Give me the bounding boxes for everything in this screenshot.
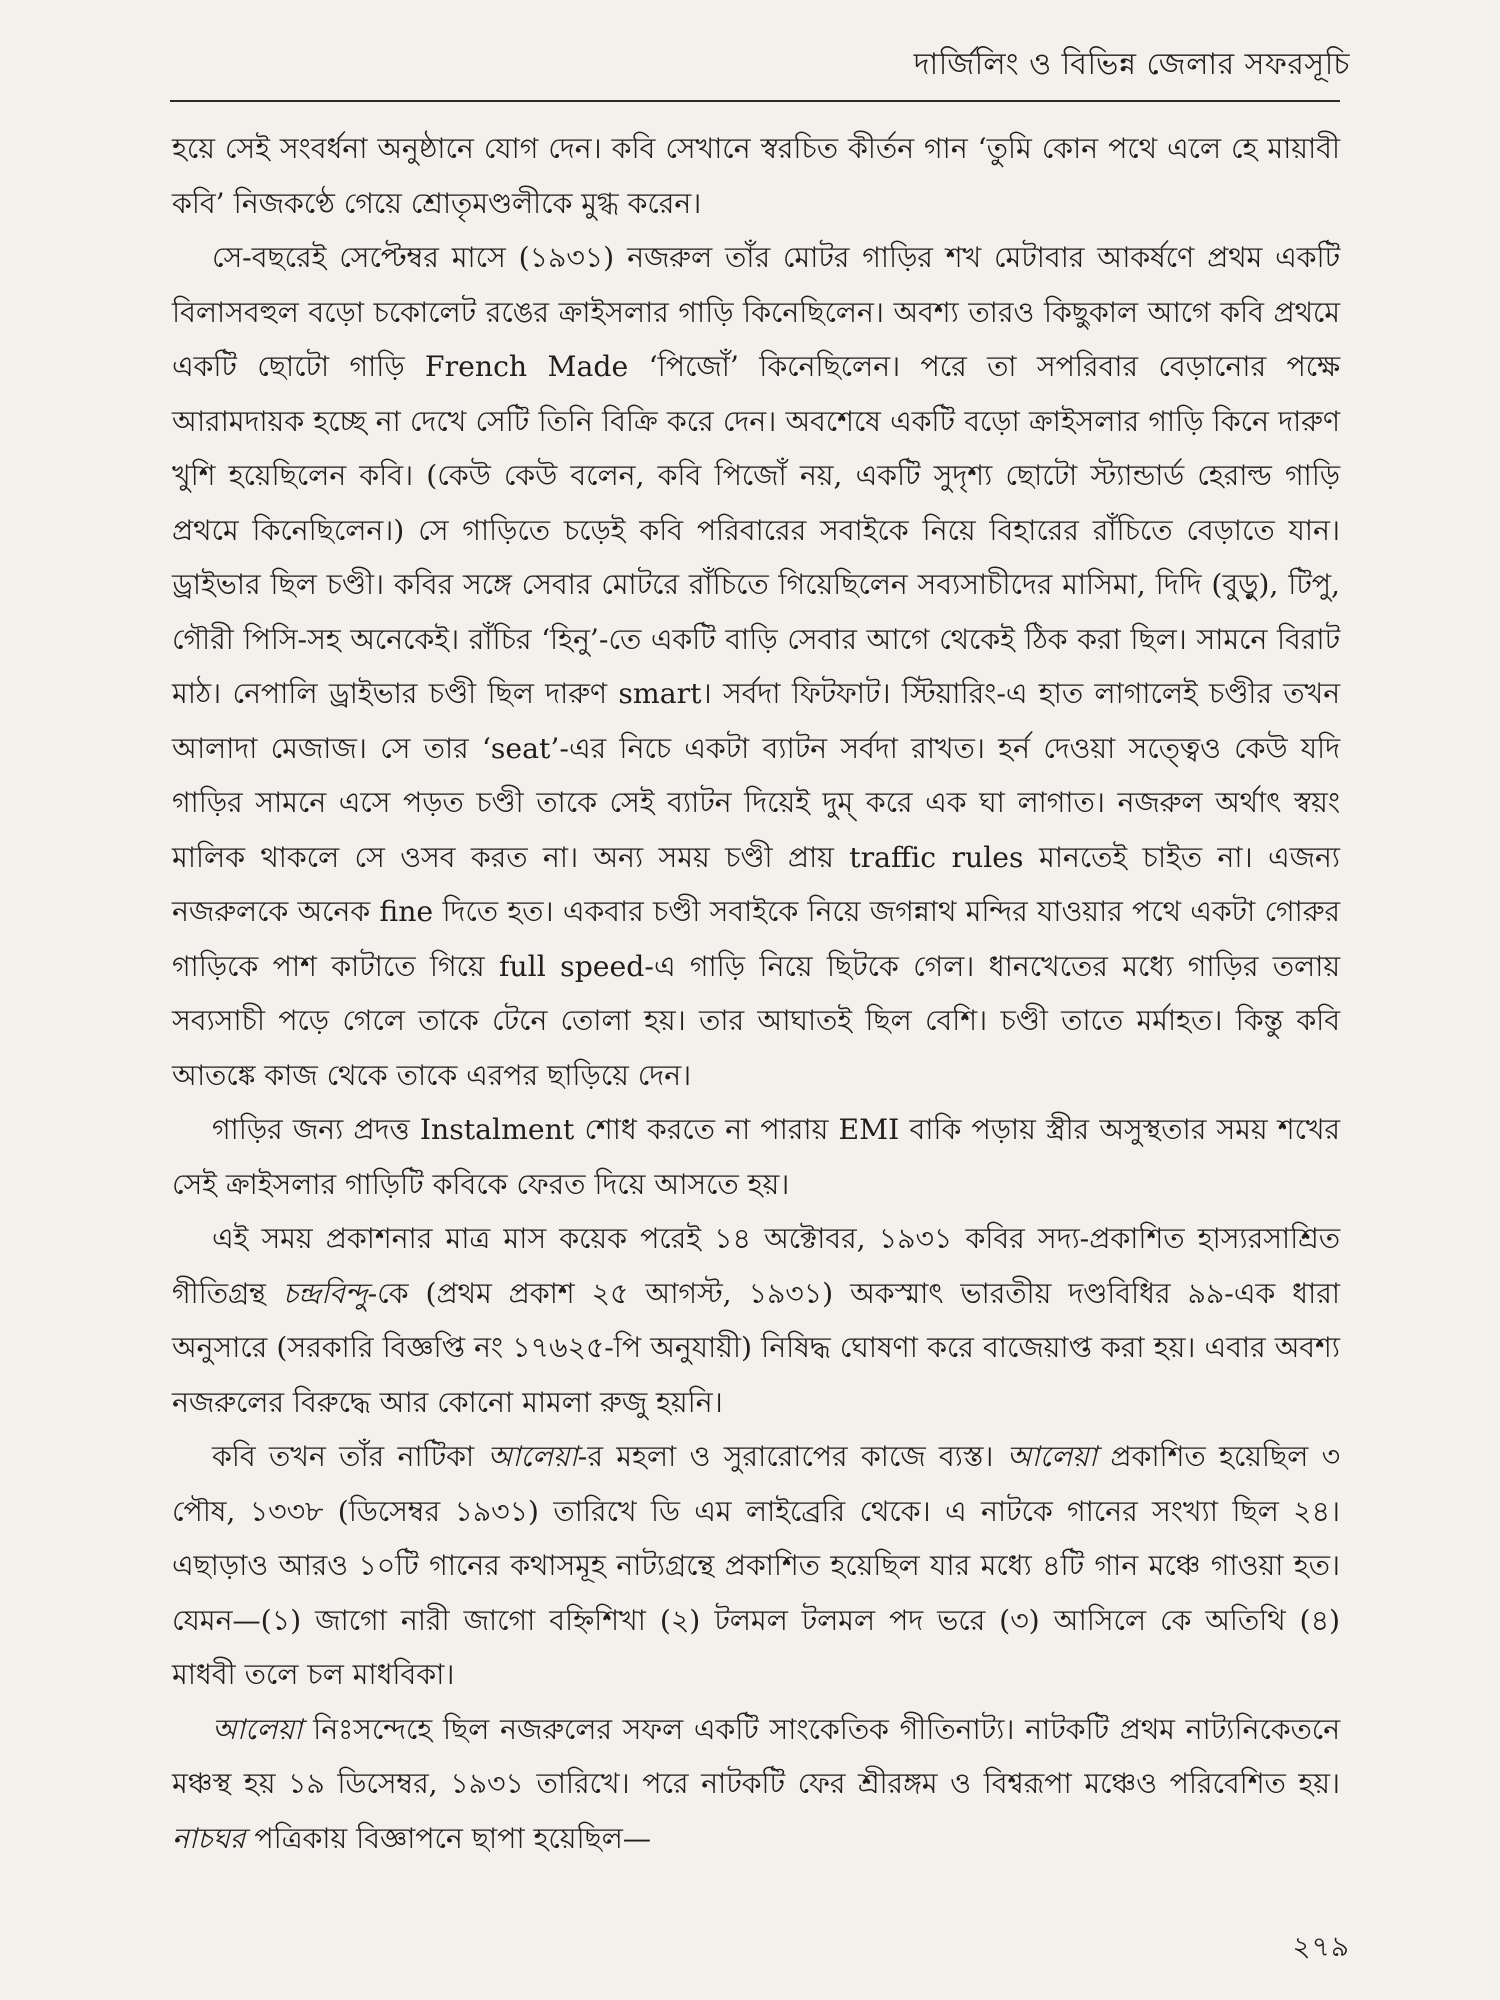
text-run: গাড়ির জন্য প্রদত্ত Instalment শোধ করতে না পারায় EMI বাকি পড়ায় স্ত্রীর অসুস্থতার সময় শখের সেই ক্রাইসলার গাড়িটি কবিকে ফেরত দিয়ে আসতে হয়। (172, 1113, 1340, 1201)
paragraph (172, 1430, 1340, 1703)
text-run: -র মহলা ও সুরারোপের কাজে ব্যস্ত। (577, 1440, 1007, 1473)
running-head: দার্জিলিং ও বিভিন্ন জেলার সফরসূচি (913, 47, 1350, 82)
italic-title: চন্দ্রবিন্দু (282, 1276, 368, 1310)
text-run: পত্রিকায় বিজ্ঞাপনে ছাপা হয়েছিল— (245, 1821, 652, 1855)
header-rule (170, 100, 1340, 102)
page-number: ২৭৯ (1292, 1930, 1350, 1963)
paragraph (172, 122, 1340, 231)
text-run: এই সময় প্রকাশনার মাত্র মাস কয়েক পরেই ১৪ অক্টোবর, ১৯৩১ কবির সদ্য-প্রকাশিত হাস্যরসাশ্রিত গীতিগ্রন্থ (172, 1222, 1340, 1310)
italic-title: আলেয়া (1006, 1440, 1098, 1473)
paragraph (172, 1703, 1340, 1867)
paragraph (172, 231, 1340, 1103)
text-run: -কে (প্রথম প্রকাশ ২৫ আগস্ট, ১৯৩১) অকস্মাৎ ভারতীয় দণ্ডবিধির ৯৯-এক ধারা অনুসারে (সরকারি বিজ্ঞপ্তি নং ১৭৬২৫-পি অনুযায়ী) নিষিদ্ধ ঘোষণা করে বাজেয়াপ্ত করা হয়। এবার অবশ্য নজরুলের বিরুদ্ধে আর কোনো মামলা রুজু হয়নি। (172, 1276, 1340, 1419)
text-run: সে-বছরেই সেপ্টেম্বর মাসে (১৯৩১) নজরুল তাঁর মোটর গাড়ির শখ মেটাবার আকর্ষণে প্রথম একটি বিলাসবহুল বড়ো চকোলেট রঙের ক্রাইসলার গাড়ি কিনেছিলেন। অবশ্য তারও কিছুকাল আগে কবি প্রথমে একটি ছোটো গাড়ি French Made ‘পিজোঁ’ কিনেছিলেন। পরে তা সপরিবার বেড়ানোর পক্ষে আরামদায়ক হচ্ছে না দেখে সেটি তিনি বিক্রি করে দেন। অবশেষে একটি বড়ো ক্রাইসলার গাড়ি কিনে দারুণ খুশি হয়েছিলেন কবি। (কেউ কেউ বলেন, কবি পিজোঁ নয়, একটি সুদৃশ্য ছোটো স্ট্যান্ডার্ড হেরাল্ড গাড়ি প্রথমে কিনেছিলেন।) সে গাড়িতে চড়েই কবি পরিবারের সবাইকে নিয়ে বিহারের রাঁচিতে বেড়াতে যান। ড্রাইভার ছিল চণ্ডী। কবির সঙ্গে সেবার মোটরে রাঁচিতে গিয়েছিলেন সব্যসাচীদের মাসিমা, দিদি (বুড়ু), টিপু, গৌরী পিসি-সহ অনেকেই। রাঁচির ‘হিনু’-তে একটি বাড়ি সেবার আগে থেকেই ঠিক করা ছিল। সামনে বিরাট মাঠ। নেপালি ড্রাইভার চণ্ডী ছিল দারুণ smart। সর্বদা ফিটফাট। স্টিয়ারিং-এ হাত লাগালেই চণ্ডীর তখন আলাদা মেজাজ। সে তার ‘seat’-এর নিচে একটা ব্যাটন সর্বদা রাখত। হর্ন দেওয়া সত্ত্বেও কেউ যদি গাড়ির সামনে এসে পড়ত চণ্ডী তাকে সেই ব্যাটন দিয়েই দুম্ করে এক ঘা লাগাত। নজরুল অর্থাৎ স্বয়ং মালিক থাকলে সে ওসব করত না। অন্য সময় চণ্ডী প্রায় traffic rules মানতেই চাইত না। এজন্য নজরুলকে অনেক fine দিতে হত। একবার চণ্ডী সবাইকে নিয়ে জগন্নাথ মন্দির যাওয়ার পথে একটা গোরুর গাড়িকে পাশ কাটাতে গিয়ে full speed-এ গাড়ি নিয়ে ছিটকে গেল। ধানখেতের মধ্যে গাড়ির তলায় সব্যসাচী পড়ে গেলে তাকে টেনে তোলা হয়। তার আঘাতই ছিল বেশি। চণ্ডী তাতে মর্মাহত। কিন্তু কবি আতঙ্কে কাজ থেকে তাকে এরপর ছাড়িয়ে দেন। (172, 241, 1340, 1092)
text-run: প্রকাশিত হয়েছিল ৩ পৌষ, ১৩৩৮ (ডিসেম্বর ১৯৩১) তারিখে ডি এম লাইব্রেরি থেকে। এ নাটকে গানের সংখ্যা ছিল ২৪। এছাড়াও আরও ১০টি গানের কথাসমূহ নাট্যগ্রন্থে প্রকাশিত হয়েছিল যার মধ্যে ৪টি গান মঞ্চে গাওয়া হত। যেমন—(১) জাগো নারী জাগো বহ্নিশিখা (২) টলমল টলমল পদ ভরে (৩) আসিলে কে অতিথি (৪) মাধবী তলে চল মাধবিকা। (172, 1440, 1341, 1691)
paragraph (172, 1212, 1340, 1430)
text-run: নিঃসন্দেহে ছিল নজরুলের সফল একটি সাংকেতিক গীতিনাট্য। নাটকটি প্রথম নাট্যনিকেতনে মঞ্চস্থ হয় ১৯ ডিসেম্বর, ১৯৩১ তারিখে। পরে নাটকটি ফের শ্রীরঙ্গম ও বিশ্বরূপা মঞ্চেও পরিবেশিত হয়। (172, 1712, 1340, 1800)
italic-title: নাচঘর (172, 1821, 246, 1855)
body-text (172, 122, 1340, 1866)
italic-title: আলেয়া (487, 1440, 578, 1473)
italic-title: আলেয়া (212, 1712, 303, 1746)
text-run: কবি তখন তাঁর নাটিকা (212, 1440, 488, 1473)
paragraph (172, 1103, 1340, 1212)
text-run: হয়ে সেই সংবর্ধনা অনুষ্ঠানে যোগ দেন। কবি সেখানে স্বরচিত কীর্তন গান ‘তুমি কোন পথে এলে হে মায়াবী কবি’ নিজকণ্ঠে গেয়ে শ্রোতৃমণ্ডলীকে মুগ্ধ করেন। (172, 132, 1340, 220)
